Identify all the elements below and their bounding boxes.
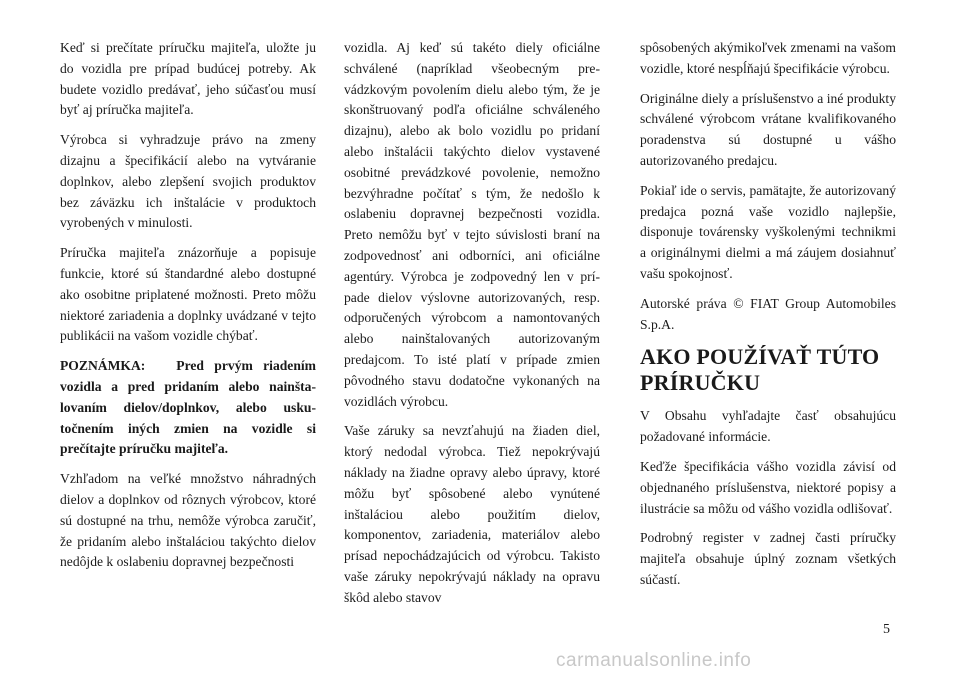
paragraph: Vzhľadom na veľké množstvo náhradných dielov a doplnkov od rôznych výrobcov, ktoré sú dostupné na trhu, nemôže výrobca zaručiť, že pridaním alebo inštaláciou takýchto dielov nedôjde k oslabeniu dopravnej bezpečnosti [60,471,316,570]
text-column-2 [344,38,600,618]
section-heading: AKO POUŽÍVAŤ TÚTO PRÍRUČKU [640,344,880,396]
paragraph: vozidla. Aj keď sú takéto diely oficiálne schválené (napríklad všeobecným prevádzkovým povolením dielu alebo tým, že je skonštruovaný podľa oficiálne schváleného dizajnu), alebo ak bolo vozidlu po pridaní alebo inštalácii takýchto dielov vystavené osobitné prevádzkové povolenie, nemožno bezvýhradne počítať s tým, že nedošlo k oslabeniu dopravnej bezpečnosti vozidla. Preto nemôžu byť v tejto súvislosti braní na zodpovednosť ani odborníci, ani oficiálne agentúry. Výrobca je zodpovedný len v prípade dielov výslovne autorizovaných, resp. odporučených výrobcom a namontovaných alebo nainštalovaných autorizovaným predajcom. To isté platí v prípade zmien pôvodného stavu dodatočne vykonaných na vozidlách výrobcu. [344,40,600,409]
paragraph: Keď si prečítate príručku majiteľa, uložte ju do vozidla pre prípad budúcej potreby. Ak budete vozidlo predávať, jeho súčasťou musí byť aj príručka majiteľa. [60,40,316,118]
note-label: POZNÁMKA: [60,358,146,374]
paragraph: Výrobca si vyhradzuje právo na zmeny dizajnu a špecifikácií alebo na vytváranie doplnkov, alebo zlepšení svojich produktov bez záväzku ich inštalácie v produktoch vyrobených v minulosti. [60,132,316,231]
watermark: carmanualsonline.info [556,650,752,671]
page-number: 5 [883,622,890,637]
paragraph: Keďže špecifikácia vášho vozidla závisí od objednaného príslušenstva, niektoré popisy a ilustrácie sa môžu od vášho vozidla odlišovať. [640,458,896,516]
note-text: Pred prvým riadením vozidla a pred pridaním alebo nainštalovaním dielov/doplnkov, alebo uskutočnením iných zmien na vozidle si prečítajte príručku majiteľa. [60,358,316,457]
text-column-3 [640,38,896,600]
paragraph: Originálne diely a príslušenstvo a iné produkty schválené výrobcom vrátane kvalifikovaného poradenstva sú dostupné u vášho autorizovaného predajcu. [640,90,896,168]
paragraph: Podrobný register v zadnej časti príručky majiteľa obsahuje úplný zoznam všetkých súčastí. [640,530,896,587]
paragraph: Pokiaľ ide o servis, pamätajte, že autorizovaný predajca pozná vaše vozidlo najlepšie, disponuje továrensky vyškolenými technikmi a originálnymi dielmi a má záujem dosiahnuť vašu spokojnosť. [640,182,896,281]
text-column-1 [60,38,316,582]
copyright-paragraph: Autorské práva © FIAT Group Automobiles S.p.A. [640,295,896,332]
paragraph: spôsobených akýmikoľvek zmenami na vašom vozidle, ktoré nespĺňajú špecifikácie výrobcu. [640,40,896,76]
paragraph: Príručka majiteľa znázorňuje a popisuje funkcie, ktoré sú štandardné alebo dostupné ako osobitne priplatené možnosti. Preto môžu niektoré zariadenia a doplnky uvádzané v tejto publikácii na vašom vozidle chýbať. [60,245,316,344]
paragraph: Vaše záruky sa nevzťahujú na žiaden diel, ktorý nedodal výrobca. Tiež nepokrývajú náklady na žiadne opravy alebo úpravy, ktoré môžu byť spôsobené alebo vynútené inštaláciou alebo použitím dielov, komponentov, zariadenia, materiálov alebo prísad nepochádzajúcich od výrobcu. Takisto vaše záruky nepokrývajú náklady na opravu škôd alebo stavov [344,423,600,605]
note-paragraph [60,356,316,460]
paragraph: V Obsahu vyhľadajte časť obsahujúcu požadované informácie. [640,408,896,445]
